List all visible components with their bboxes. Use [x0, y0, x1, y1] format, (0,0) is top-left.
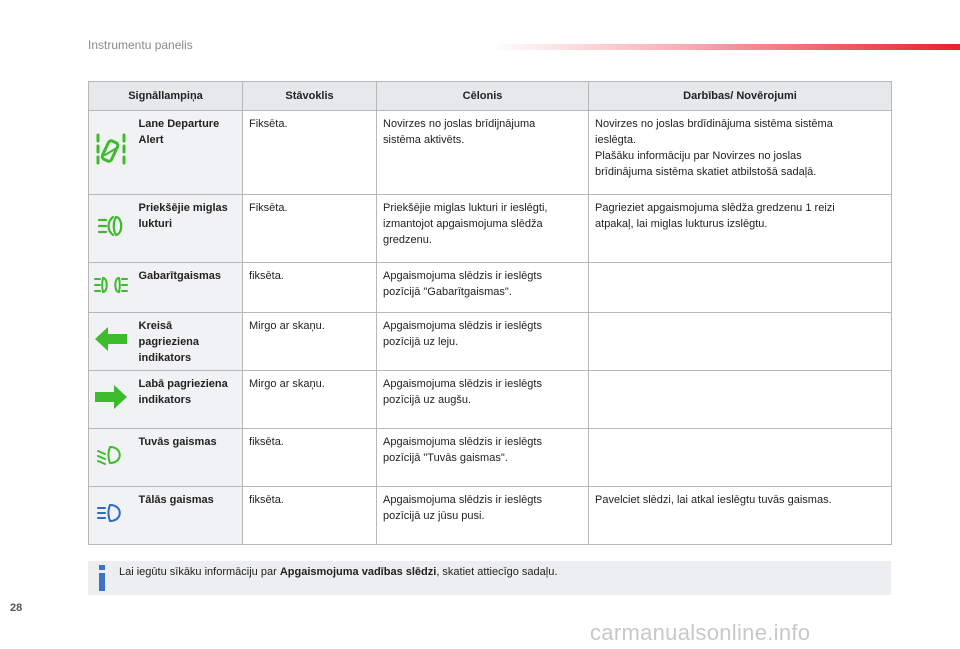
lamp-icon-cell — [89, 195, 133, 263]
lamp-action: Novirzes no joslas brdīdinājuma sistēma sistēma ieslēgta. Plašāku informāciju par Novirzes no joslas brīdinājuma sistēma skatiet atbilstošā sadaļā. — [589, 111, 892, 195]
page-header-title: Instrumentu panelis — [88, 38, 193, 52]
table-row — [89, 429, 892, 487]
lamp-icon-cell — [89, 313, 133, 371]
lamp-state: fiksēta. — [243, 263, 377, 313]
warning-lights-table — [88, 81, 892, 545]
lamp-icon-cell — [89, 429, 133, 487]
footnote-text: Lai iegūtu sīkāku informāciju par Apgaismojuma vadības slēdzi, skatiet attiecīgo sadaļu. — [119, 566, 558, 578]
lane-departure-icon — [93, 129, 129, 171]
front-fog-lights-icon — [96, 214, 126, 238]
watermark: carmanualsonline.info — [590, 620, 811, 645]
table-row — [89, 487, 892, 545]
lamp-icon-cell — [89, 487, 133, 545]
lamp-name: Priekšējie miglas lukturi — [133, 195, 243, 263]
table-row — [89, 313, 892, 371]
lamp-cause: Apgaismojuma slēdzis ir ieslēgts pozīcijā uz jūsu pusi. — [377, 487, 589, 545]
table-row — [89, 195, 892, 263]
dipped-beam-icon — [96, 445, 126, 465]
lamp-state: Mirgo ar skaņu. — [243, 371, 377, 429]
column-header-cause: Cēlonis — [377, 82, 589, 111]
lamp-name: Gabarītgaismas — [133, 263, 243, 313]
lamp-cause: Novirzes no joslas brīdijnājuma sistēma aktivēts. — [377, 111, 589, 195]
table-header-row — [89, 82, 892, 111]
left-turn-arrow-icon — [95, 327, 127, 351]
lamp-icon-cell — [89, 111, 133, 195]
lamp-cause: Apgaismojuma slēdzis ir ieslēgts pozīcijā uz augšu. — [377, 371, 589, 429]
lamp-cause: Apgaismojuma slēdzis ir ieslēgts pozīcijā "Tuvās gaismas". — [377, 429, 589, 487]
lamp-name: Tuvās gaismas — [133, 429, 243, 487]
lamp-icon-cell — [89, 263, 133, 313]
lamp-state: Fiksēta. — [243, 111, 377, 195]
lamp-action: Pagrieziet apgaismojuma slēdža gredzenu 1 reizi atpakaļ, lai miglas lukturus izslēgtu. — [589, 195, 892, 263]
info-footnote — [88, 561, 891, 595]
lamp-state: fiksēta. — [243, 487, 377, 545]
lamp-name: Labā pagrieziena indikators — [133, 371, 243, 429]
column-header-signal-lamp: Signāllampiņa — [89, 82, 243, 111]
sidelights-icon — [93, 274, 129, 296]
lamp-cause: Priekšējie miglas lukturi ir ieslēgti, izmantojot apgaismojuma slēdža gredzenu. — [377, 195, 589, 263]
footnote-link-text: Apgaismojuma vadības slēdzi — [279, 566, 437, 578]
lamp-action — [589, 263, 892, 313]
main-beam-icon — [96, 503, 126, 523]
lamp-action — [589, 371, 892, 429]
lamp-name: Tālās gaismas — [133, 487, 243, 545]
lamp-state: Fiksēta. — [243, 195, 377, 263]
table-row — [89, 263, 892, 313]
lamp-state: fiksēta. — [243, 429, 377, 487]
info-icon — [96, 565, 108, 591]
header-accent-line — [490, 44, 960, 50]
column-header-actions: Darbības/ Novērojumi — [589, 82, 892, 111]
lamp-icon-cell — [89, 371, 133, 429]
lamp-name: Lane Departure Alert — [133, 111, 243, 195]
lamp-cause: Apgaismojuma slēdzis ir ieslēgts pozīcijā uz leju. — [377, 313, 589, 371]
table-row — [89, 111, 892, 195]
lamp-name: Kreisā pagrieziena indikators — [133, 313, 243, 371]
lamp-action: Pavelciet slēdzi, lai atkal ieslēgtu tuvās gaismas. — [589, 487, 892, 545]
lamp-cause: Apgaismojuma slēdzis ir ieslēgts pozīcijā "Gabarītgaismas". — [377, 263, 589, 313]
lamp-state: Mirgo ar skaņu. — [243, 313, 377, 371]
column-header-state: Stāvoklis — [243, 82, 377, 111]
right-turn-arrow-icon — [95, 385, 127, 409]
page-number: 28 — [10, 602, 23, 614]
lamp-action — [589, 429, 892, 487]
lamp-action — [589, 313, 892, 371]
table-row — [89, 371, 892, 429]
